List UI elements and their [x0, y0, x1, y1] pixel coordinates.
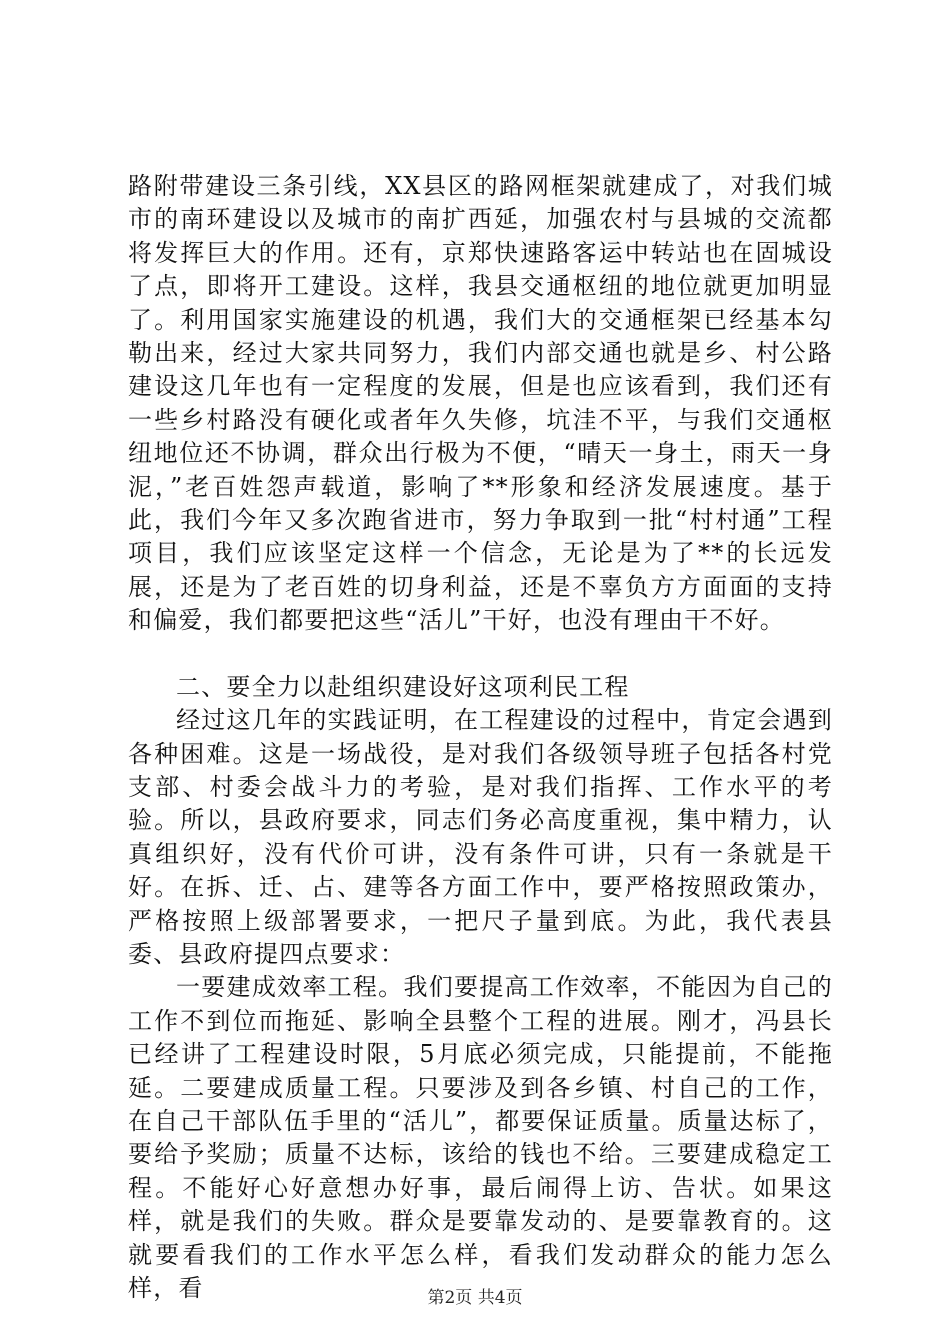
document-body [128, 170, 833, 1305]
section-heading: 二、要全力以赴组织建设好这项利民工程 [176, 672, 630, 701]
paragraph: 经过这几年的实践证明，在工程建设的过程中，肯定会遇到各种困难。这是一场战役，是对我们各级领导班子包括各村党支部、村委会战斗力的考验，是对我们指挥、工作水平的考验。所以，县政府要求，同志们务必高度重视，集中精力，认真组织好，没有代价可讲，没有条件可讲，只有一条就是干好。在拆、迁、占、建等各方面工作中，要严格按照政策办，严格按照上级部署要求，一把尺子量到底。为此，我代表县委、县政府提四点要求： [128, 706, 833, 968]
paragraph: 一要建成效率工程。我们要提高工作效率，不能因为自己的工作不到位而拖延、影响全县整个工程的进展。刚才，冯县长已经讲了工程建设时限，5月底必须完成，只能提前，不能拖延。二要建成质量工程。只要涉及到各乡镇、村自己的工作，在自己干部队伍手里的“活儿”，都要保证质量。质量达标了，要给予奖励；质量不达标，该给的钱也不给。三要建成稳定工程。不能好心好意想办好事，最后闹得上访、告状。如果这样，就是我们的失败。群众是要靠发动的、是要靠教育的。这就要看我们的工作水平怎么样，看我们发动群众的能力怎么样，看 [128, 973, 833, 1302]
paragraph-spacer [128, 638, 833, 671]
paragraph-continued: 路附带建设三条引线，XX县区的路网框架就建成了，对我们城市的南环建设以及城市的南扩西延，加强农村与县城的交流都将发挥巨大的作用。还有，京郑快速路客运中转站也在固城设了点，即将开工建设。这样，我县交通枢纽的地位就更加明显了。利用国家实施建设的机遇，我们大的交通框架已经基本勾勒出来，经过大家共同努力，我们内部交通也就是乡、村公路建设这几年也有一定程度的发展，但是也应该看到，我们还有一些乡村路没有硬化或者年久失修，坑洼不平，与我们交通枢纽地位还不协调，群众出行极为不便，“晴天一身土，雨天一身泥，”老百姓怨声载道，影响了**形象和经济发展速度。基于此，我们今年又多次跑省进市，努力争取到一批“村村通”工程项目，我们应该坚定这样一个信念，无论是为了**的长远发展，还是为了老百姓的切身利益，还是不辜负方方面面的支持和偏爱，我们都要把这些“活儿”干好，也没有理由干不好。 [128, 172, 833, 635]
page-footer: 第2页 共4页 [427, 1288, 523, 1308]
